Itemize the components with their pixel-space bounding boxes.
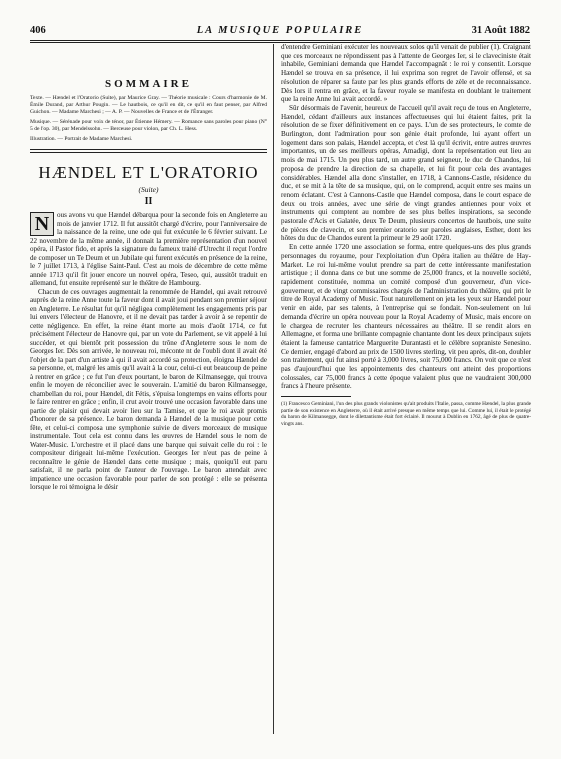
issue-date: 31 Août 1882	[471, 25, 530, 36]
page-number: 406	[30, 25, 46, 36]
paragraph: Chacun de ces ouvrages augmentait la renommée de Hændel, qui avait retrouvé auprès de la reine Anne toute la faveur dont il avait joui pendant son premier séjour en Angleterre. Le résultat fut qu'il négligea complètement les engagements pris par lui envers l'électeur de Hanovre, et il ne devait pas tarder à avoir à se repentir de cette négligence. En effet, la reine étant morte au mois d'août 1714, ce fut précisément l'électeur de Hanovre qui, par un vote du Parlement, se vit appelé à lui succéder, et qui bientôt prit possession du trône d'Angleterre sous le nom de Georges Ier. Dès son arrivée, le nouveau roi, méconte nt de l'oubli dont il avait été l'objet de la part d'un artiste à qui il avait accordé sa protection, éloigna Hændel de sa personne, et, malgré les amis qu'il avait à la cour, celui-ci eut beaucoup de peine à rentrer en grâce ; ce fut l'un d'eux pourtant, le baron de Kilmansegge, qui trouva enfin le moyen de réconcilier avec le souverain. L'amitié du baron Kilmansegge, chambellan du roi, pour Hændel, dit Fétis, s'épuisa longtemps en vains efforts pour le faire rentrer en grâce ; enfin, il crut avoir trouvé une occasion favorable dans une partie de plaisir qui devait avoir lieu sur la Tamise, et que le roi avait promis d'honorer de sa présence. Le baron demanda à Hændel de la musique pour cette fête, et celui-ci composa une symphonie suivie de divers morceaux de musique instrumentale. Tout cela est connu dans les œuvres de Hændel sous le nom de Water-Music. L'orchestre et il placé dans une barque qui suivait celle du roi : le compositeur dirigeait lui-même l'exécution. Georges Ier n'eut pas de peine à reconnaître le génie de Hændel dans cette musique ; mais, quoiqu'il eut paru satisfait, il ne parla point de l'auteur de l'ouvrage. Le baron attendait avec impatience une occasion favorable pour parler de son protégé : elle se présenta lorsque le roi témoigna le désir	[30, 287, 267, 491]
right-column	[281, 43, 531, 428]
article-body-right	[281, 43, 531, 391]
footnote-rule	[281, 396, 351, 397]
paragraph: En cette année 1720 une association se forma, entre quelques-uns des plus grands personnages du royaume, pour l'exploitation d'un Opéra italien au théâtre de Hay-Market. Le roi lui-même voulut prendre sa part de cette intéressante manifestation artistique ; il donna dans ce but une somme de 25,000 francs, et la nouvelle société, rapidement constituée, nomma un comité composé d'un gouverneur, d'un vice-gouverneur, et de vingt commissaires chargés de l'administration du théâtre, qui prit le titre de Royal Academy of Music. Tout naturellement on jeta les yeux sur Hændel pour venir en aide, par ses talents, à l'entreprise qui se fondait. Non-seulement on lui demanda d'écrire un opéra nouveau pour la Royal Academy of Music, mais encore on le chargea de recruter les chanteurs nécessaires au théâtre. Il se rendit alors en Allemagne, et forma une brillante compagnie chantante dont les deux principaux sujets étaient la fameuse cantatrice Marguerite Durantasti et le célèbre sopraniste Senesino. Ce dernier, engagé d'abord au prix de 1500 livres sterling, vit peu après, dit-on, doubler son traitement, qui fut ainsi porté à 3,000 livres, soit 75,000 francs. On voit que ce n'est pas d'aujourd'hui que les appointements des chanteurs ont atteint des proportions colossales, car 75,000 francs à cette époque valaient plus que ne vaudraient 300,000 francs à l'heure présente.	[281, 243, 531, 391]
section-rule-double	[30, 152, 267, 153]
sommaire-entry-musique: Musique. — Sérénade pour voix de ténor, par Étienne Hémery. — Romance sans paroles pour piano (N° 5 de l'op. 30), par Mendelssohn. — Berceuse pour violon, par Ch. L. Hess.	[30, 119, 267, 132]
footnote: (1) Francesco Geminiani, l'un des plus grands violonistes qu'ait produits l'Italie, passa, comme Hændel, la plus grande partie de son existence en Angleterre, où il était arrivé presque en même temps que lui. Comme lui, il était le protégé du baron de Kilmansegge, dont le dilettantisme était fort éclairé. Il mourut à Dublin en 1762, âgé de plus de quatre-vingts ans.	[281, 401, 532, 427]
sommaire-entry-texte: Texte. — Hændel et l'Oratorio (Suite), par Maurice Gray. — Théorie musicale : Cours d'harmonie de M. Émile Durand, par Arthur Pougin. — Le hautbois, ce qu'il en dit, ce qu'il en faut penser, par Alfred Guichon. — Madame Marchesi ; — A. P. — Nouvelles de France et de l'Étranger.	[30, 95, 267, 115]
section-rule	[30, 149, 267, 150]
sommaire-entry-illustration: Illustration. — Portrait de Madame Marchesi.	[30, 136, 133, 142]
drop-cap: N	[30, 212, 54, 236]
paragraph-text: ous avons vu que Hændel débarqua pour la seconde fois en Angleterre au mois de janvier 1712. Il fut aussitôt chargé d'écrire, pour l'anniversaire de la naissance de la reine, une ode qui fut exécutée le 6 février suivant. Le 22 novembre de la même année, il donnait la première représentation d'un nouvel opéra, il Pastor fido, et après la signature du fameux traité d'Utrecht il reçut l'ordre de composer un Te Deum et un Jubilate qui furent exécutés en présence de la reine, le 7 juillet 1713, à l'église Saint-Paul. C'est au mois de décembre de cette même année 1713 qu'il fit jouer encore un nouvel opéra, Teseo, qui, aussitôt traduit en allemand, fut ensuite représenté sur le théâtre de Hambourg.	[30, 211, 267, 287]
paragraph: Sûr désormais de l'avenir, heureux de l'accueil qu'il avait reçu de tous en Angleterre, Hændel, cédant d'ailleurs aux instances affectueuses qui lui étaient faites, prit la résolution de se fixer définitivement en ce pays. L'un de ses protecteurs, le comte de Burlington, dont l'admiration pour son génie était profonde, lui ayant offert un logement dans son palais, Hændel accepta, et c'est là qu'il écrivit, entre autres œuvres importantes, un de ses meilleurs opéras, Amadigi, dont la représentation eut lieu au mois de mai 1715. Un peu plus tard, un autre grand seigneur, le duc de Chandos, lui proposa de prendre la direction de sa chapelle, et lui fit pour cela des avantages considérables. Hændel alla donc s'installer, en 1718, à Cannons-Castle, résidence du duc, et se mit à la tête de sa musique, qui, on le comprend, acquit entre ses mains un renom éclatant. C'est à Cannons-Castle que Hændel composa, dans le court espace de deux ou trois années, avec une série de vingt grandes antiennes pour voix et instruments qui comptent au nombre de ses plus belles inspirations, sa seconde pastorale d'Acis et Galatée, deux Te Deum, plusieurs concertos de hautbois, une suite de pièces de clavecin, et son premier oratorio sur paroles anglaises, Esther, dont les hôtes du duc de Chandos eurent la primeur le 29 août 1720.	[281, 103, 531, 243]
article-section-number: II	[144, 196, 153, 207]
article-body-left	[30, 211, 267, 492]
article-title: HÆNDEL ET L'ORATORIO	[38, 163, 259, 182]
left-column	[30, 50, 267, 492]
sommaire	[30, 95, 267, 143]
paragraph	[30, 211, 267, 288]
column-divider	[273, 44, 274, 734]
sommaire-heading: SOMMAIRE	[105, 78, 192, 90]
article-subtitle: (Suite)	[138, 185, 159, 194]
paragraph: d'entendre Geminiani exécuter les nouveaux solos qu'il venait de publier (1). Craignant que ces morceaux ne répondissent pas à l'attente de Georges Ier, si le claveciniste était inhabile, Geminiani demanda que Hændel l'accompagnât : le roi y consentit. Lorsque Hændel se trouva en sa présence, il lui exprima son regret de l'avoir offensé, et sa résolution de réparer sa faute par les plus grands efforts de zèle et de reconnaissance. Dès lors il rentra en grâce, et la faveur royale se manifesta en doublant le traitement que la reine Anne lui avait accordé. »	[281, 43, 531, 104]
journal-title: LA MUSIQUE POPULAIRE	[196, 25, 364, 36]
header-rule	[30, 40, 530, 41]
page-header	[30, 24, 530, 38]
